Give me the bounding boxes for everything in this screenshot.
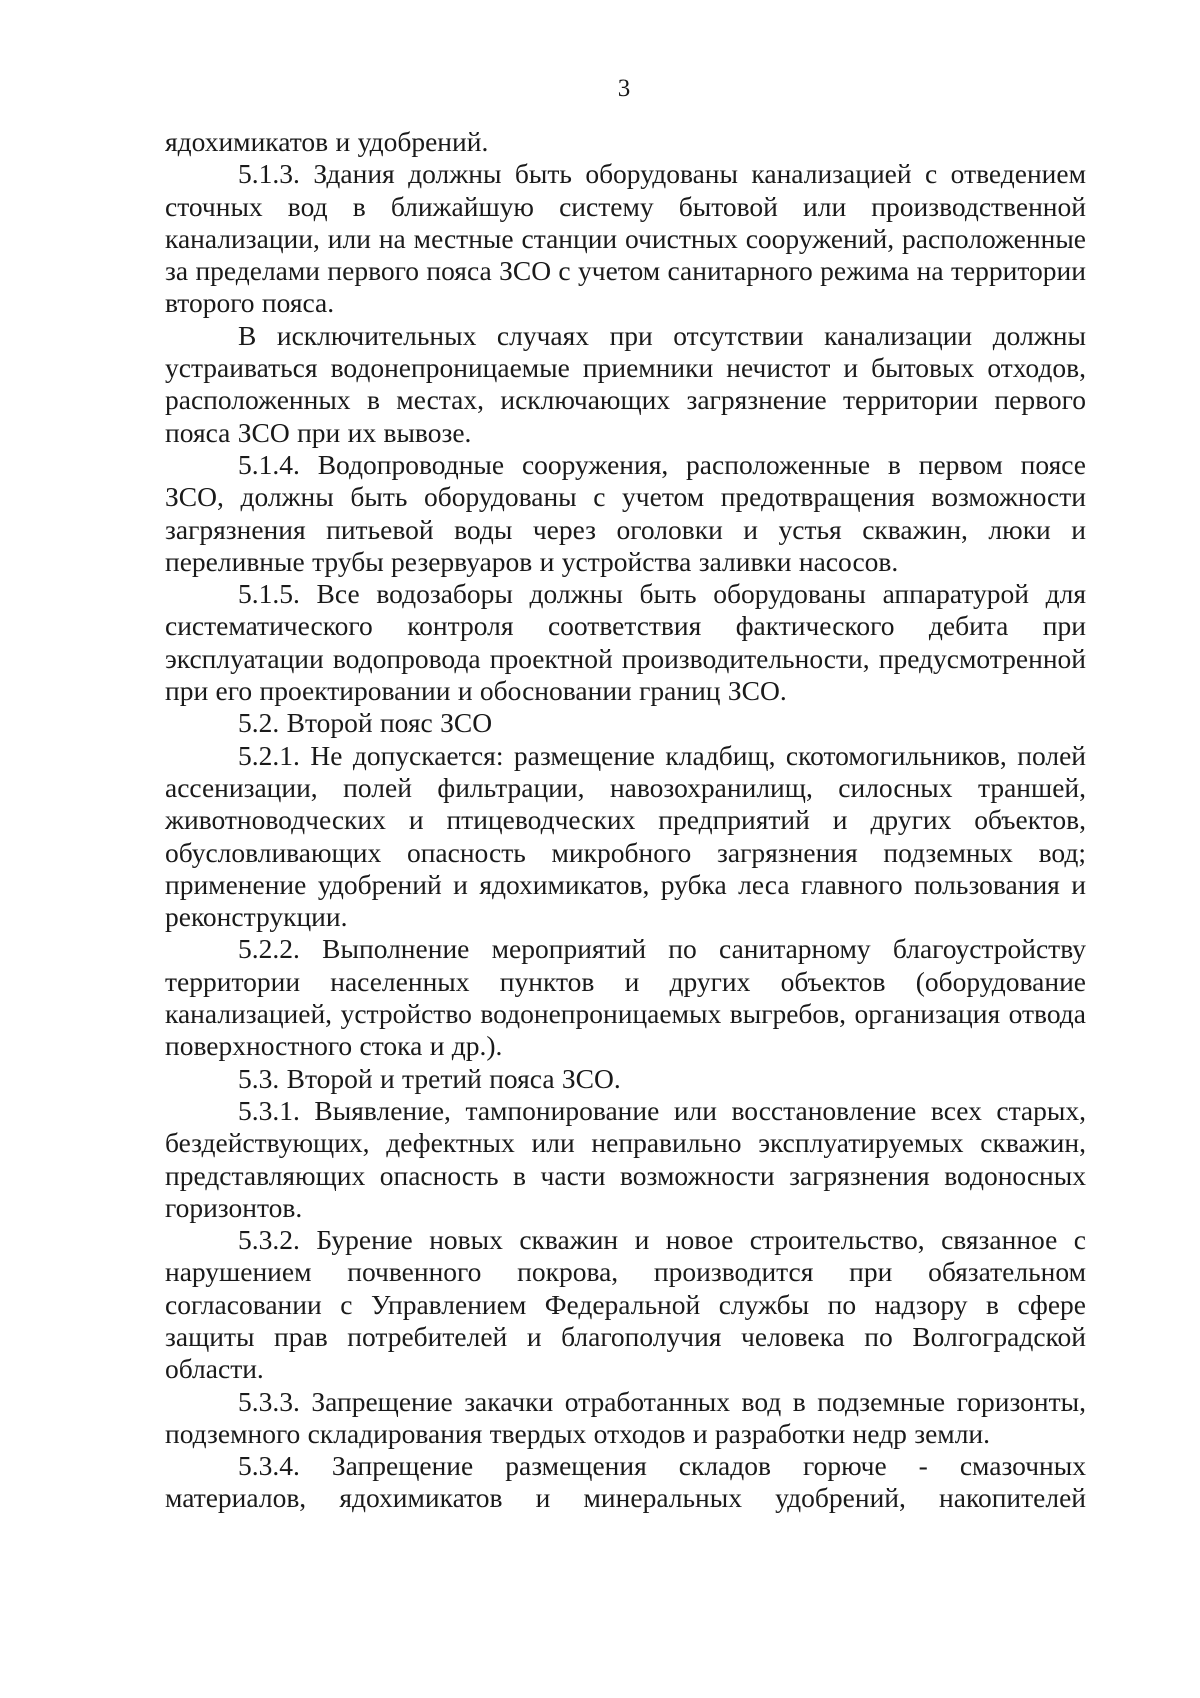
paragraph-exceptional-cases: В исключительных случаях при отсутствии канализации должны устраиваться водонепроницаемые приемники нечистот и бытовых отходов, расположенных в местах, исключающих загрязнение территории первого пояса ЗСО при их вывозе. <box>165 319 1086 448</box>
document-body <box>165 126 1086 1515</box>
page-number: 3 <box>617 75 631 102</box>
paragraph-5-1-5: 5.1.5. Все водозаборы должны быть оборудованы аппаратурой для систематического контроля соответствия фактического дебита при эксплуатации водопровода проектной производительности, предусмотренной при его проектировании и обосновании границ ЗСО. <box>165 578 1086 707</box>
paragraph-5-3-4: 5.3.4. Запрещение размещения складов горюче - смазочных материалов, ядохимикатов и минеральных удобрений, накопителей <box>165 1450 1086 1514</box>
paragraph-continuation: ядохимикатов и удобрений. <box>165 126 489 157</box>
paragraph-5-2-2: 5.2.2. Выполнение мероприятий по санитарному благоустройству территории населенных пунктов и других объектов (оборудование канализацией, устройство водонепроницаемых выгребов, организация отвода поверхностного стока и др.). <box>165 933 1086 1062</box>
paragraph-5-3-3: 5.3.3. Запрещение закачки отработанных вод в подземные горизонты, подземного складирования твердых отходов и разработки недр земли. <box>165 1385 1086 1449</box>
paragraph-5-3-2: 5.3.2. Бурение новых скважин и новое строительство, связанное с нарушением почвенного покрова, производится при обязательном согласовании с Управлением Федеральной службы по надзору в сфере защиты прав потребителей и благополучия человека по Волгоградской области. <box>165 1224 1086 1385</box>
paragraph-5-3-1: 5.3.1. Выявление, тампонирование или восстановление всех старых, бездействующих, дефектных или неправильно эксплуатируемых скважин, представляющих опасность в части возможности загрязнения водоносных горизонтов. <box>165 1094 1086 1223</box>
paragraph-5-2-1: 5.2.1. Не допускается: размещение кладбищ, скотомогильников, полей ассенизации, полей фильтрации, навозохранилищ, силосных траншей, животноводческих и птицеводческих предприятий и других объектов, обусловливающих опасность микробного загрязнения подземных вод; применение удобрений и ядохимикатов, рубка леса главного пользования и реконструкции. <box>165 739 1086 933</box>
paragraph-5-1-3: 5.1.3. Здания должны быть оборудованы канализацией с отведением сточных вод в ближайшую систему бытовой или производственной канализации, или на местные станции очистных сооружений, расположенные за пределами первого пояса ЗСО с учетом санитарного режима на территории второго пояса. <box>165 158 1086 319</box>
section-heading-5-2: 5.2. Второй пояс ЗСО <box>238 707 493 739</box>
paragraph-5-1-4: 5.1.4. Водопроводные сооружения, расположенные в первом поясе ЗСО, должны быть оборудованы с учетом предотвращения возможности загрязнения питьевой воды через оголовки и устья скважин, люки и переливные трубы резервуаров и устройства заливки насосов. <box>165 448 1086 577</box>
section-heading-5-3: 5.3. Второй и третий пояса ЗСО. <box>238 1062 621 1094</box>
